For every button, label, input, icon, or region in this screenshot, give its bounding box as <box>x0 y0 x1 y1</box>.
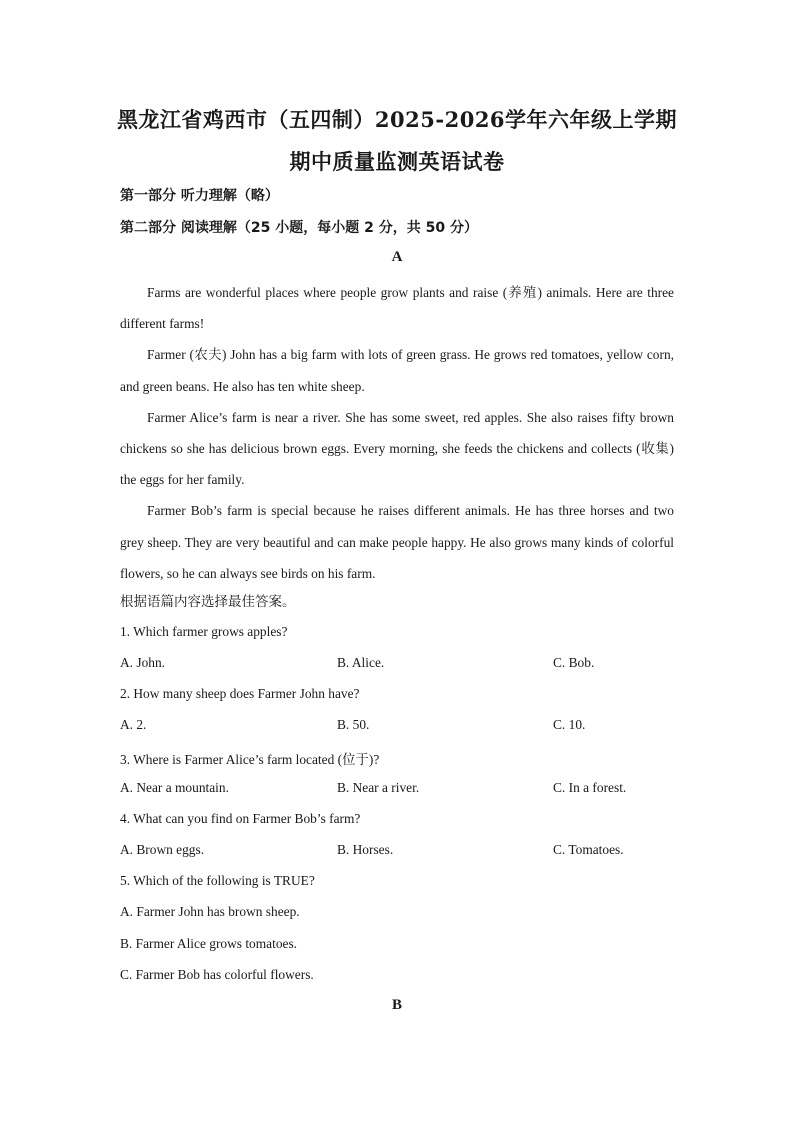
option-b: B. Near a river. <box>337 780 420 795</box>
option-c: C. Tomatoes. <box>553 842 624 857</box>
question-stem: 3. Where is Farmer Alice’s farm located (位于)? <box>120 752 380 767</box>
option-b: B. Farmer Alice grows tomatoes. <box>120 936 298 951</box>
question-stem: 2. How many sheep does Farmer John have? <box>120 686 360 701</box>
passage-paragraph: Farmer Bob’s farm is special because he raises different animals. He has three horses and two grey sheep. They are very beautiful and can make people happy. He also grows many kinds of colorful flowers, so he can always see birds on his farm. <box>120 503 674 581</box>
exam-title-line1: 黑龙江省鸡西市（五四制）2025-2026学年六年级上学期 <box>116 107 678 132</box>
question-stem: 5. Which of the following is TRUE? <box>120 873 315 888</box>
passage-paragraph: Farms are wonderful places where people grow plants and raise (养殖) animals. Here are three different farms! <box>120 285 674 332</box>
option-c: C. Bob. <box>553 655 595 670</box>
passage-a-text <box>120 277 674 589</box>
option-a: A. Near a mountain. <box>120 780 229 795</box>
option-a: A. Farmer John has brown sheep. <box>120 904 300 919</box>
option-c: C. 10. <box>553 717 586 732</box>
option-a: A. 2. <box>120 717 147 732</box>
option-c: C. In a forest. <box>553 780 627 795</box>
option-a: A. Brown eggs. <box>120 842 205 857</box>
passage-paragraph: Farmer Alice’s farm is near a river. She has some sweet, red apples. She also raises fifty brown chickens so she has delicious brown eggs. Every morning, she feeds the chickens and collects (收集) the eggs for her family. <box>120 409 674 488</box>
option-c: C. Farmer Bob has colorful flowers. <box>120 967 314 982</box>
option-b: B. Horses. <box>337 842 394 857</box>
section-part2-heading: 第二部分 阅读理解（25 小题，每小题 2 分，共 50 分） <box>120 220 478 236</box>
section-part1-heading: 第一部分 听力理解（略） <box>120 188 279 204</box>
passage-paragraph: Farmer (农夫) John has a big farm with lots of green grass. He grows red tomatoes, yellow corn, and green beans. He also has ten white sheep. <box>120 347 674 394</box>
exam-title-line2: 期中质量监测英语试卷 <box>289 149 505 174</box>
passage-a-label: A <box>391 249 403 265</box>
option-b: B. Alice. <box>337 655 385 670</box>
question-stem: 1. Which farmer grows apples? <box>120 624 288 639</box>
option-a: A. John. <box>120 655 166 670</box>
passage-b-label: B <box>391 997 402 1013</box>
question-instruction: 根据语篇内容选择最佳答案。 <box>120 594 296 610</box>
question-stem: 4. What can you find on Farmer Bob’s farm? <box>120 811 361 826</box>
option-b: B. 50. <box>337 717 370 732</box>
